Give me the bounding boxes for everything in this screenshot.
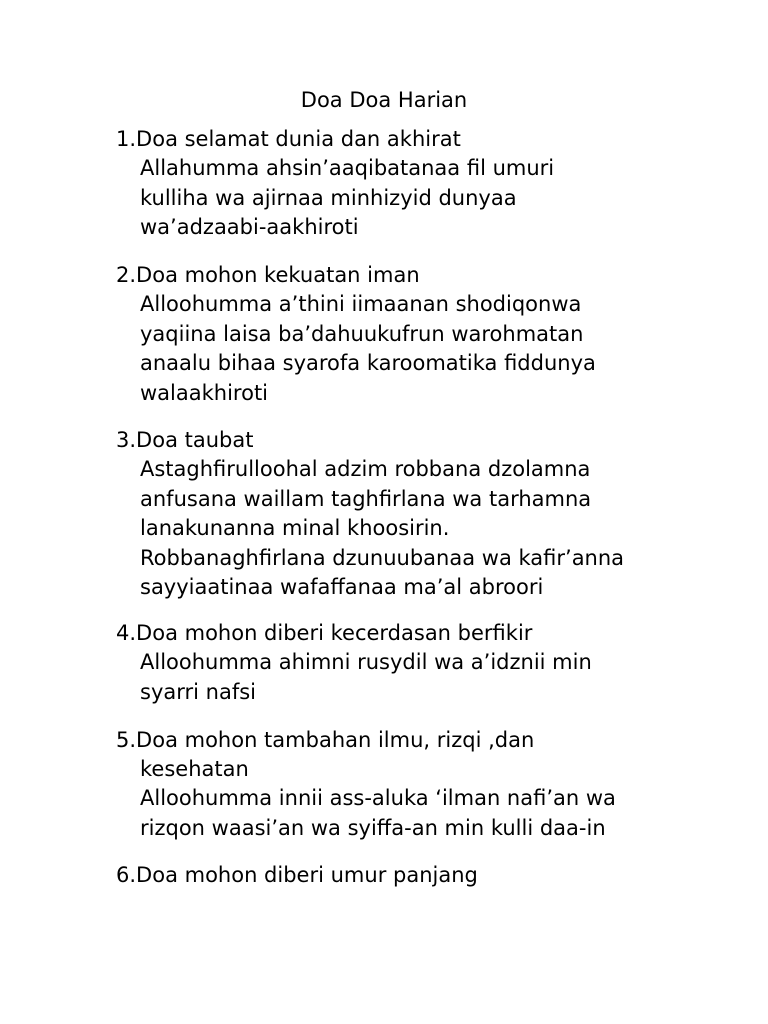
prayer-number: 2. bbox=[116, 263, 137, 287]
prayer-item-5 bbox=[116, 726, 716, 843]
prayer-line: yaqiina laisa ba’dahuukufrun warohmatan bbox=[140, 321, 584, 346]
prayer-title: Doa taubat bbox=[136, 428, 254, 452]
prayer-text bbox=[116, 154, 716, 243]
prayer-line: rizqon waasi’an wa syiffa-an min kulli daa-in bbox=[140, 815, 606, 840]
prayer-line: Alloohumma innii ass-aluka ‘ilman nafi’an wa bbox=[140, 786, 616, 810]
prayer-heading bbox=[116, 726, 716, 755]
prayer-heading bbox=[116, 861, 716, 890]
document-title: Doa Doa Harian bbox=[300, 88, 468, 112]
prayer-number: 5. bbox=[116, 728, 137, 752]
prayer-text bbox=[116, 648, 716, 707]
prayer-item-1 bbox=[116, 125, 716, 243]
prayer-number: 4. bbox=[116, 621, 137, 645]
prayer-text bbox=[116, 784, 716, 843]
prayer-line: wa’adzaabi-aakhiroti bbox=[140, 215, 359, 239]
prayer-line: Alloohumma ahimni rusydil wa a’idznii min bbox=[140, 650, 592, 674]
prayer-heading bbox=[116, 619, 716, 648]
prayer-title: Doa mohon kekuatan iman bbox=[136, 263, 420, 287]
prayer-title: Doa mohon diberi umur panjang bbox=[136, 863, 478, 887]
prayer-title: Doa mohon tambahan ilmu, rizqi ,dan bbox=[136, 728, 535, 752]
prayer-item-4 bbox=[116, 619, 716, 707]
prayer-line: syarri nafsi bbox=[140, 679, 256, 704]
prayer-line: anfusana waillam taghfirlana wa tarhamna bbox=[140, 486, 592, 511]
prayer-line: sayyiaatinaa wafaffanaa ma’al abroori bbox=[140, 575, 544, 599]
prayer-line: Astaghfirulloohal adzim robbana dzolamna bbox=[140, 457, 591, 481]
prayer-line: lanakunanna minal khoosirin. bbox=[140, 516, 450, 540]
prayer-item-2 bbox=[116, 261, 716, 408]
prayer-text bbox=[116, 455, 716, 603]
prayer-heading bbox=[116, 261, 716, 290]
prayer-number: 3. bbox=[116, 428, 137, 452]
prayer-title-continued: kesehatan bbox=[140, 757, 249, 781]
prayer-number: 1. bbox=[116, 127, 137, 151]
prayer-line: walaakhiroti bbox=[140, 380, 269, 405]
prayer-line: Alloohumma a’thini iimaanan shodiqonwa bbox=[140, 292, 582, 316]
prayer-line: kulliha wa ajirnaa minhizyid dunyaa bbox=[140, 185, 517, 210]
prayer-line: Robbanaghfirlana dzunuubanaa wa kafir’anna bbox=[140, 545, 625, 570]
prayer-line: anaalu bihaa syarofa karoomatika fiddunya bbox=[140, 351, 596, 375]
prayer-text bbox=[116, 290, 716, 408]
prayer-number: 6. bbox=[116, 863, 137, 887]
prayer-heading bbox=[116, 125, 716, 154]
prayer-item-3 bbox=[116, 426, 716, 603]
prayer-title: Doa mohon diberi kecerdasan berfikir bbox=[136, 621, 533, 645]
prayer-title: Doa selamat dunia dan akhirat bbox=[136, 127, 461, 151]
prayer-item-6 bbox=[116, 861, 716, 890]
prayer-line: Allahumma ahsin’aaqibatanaa fil umuri bbox=[140, 156, 555, 180]
prayer-heading bbox=[116, 426, 716, 455]
